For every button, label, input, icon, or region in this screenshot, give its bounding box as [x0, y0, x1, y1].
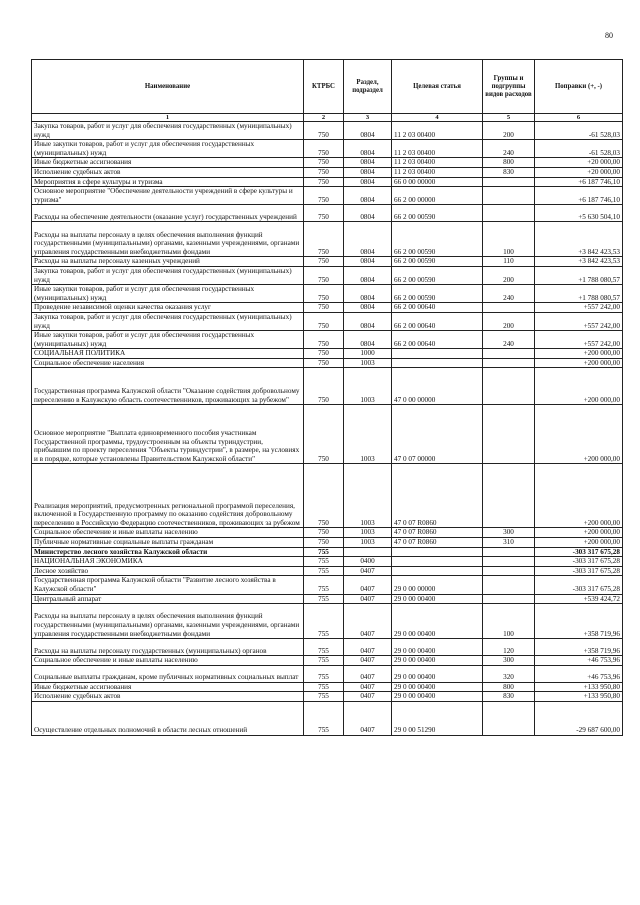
row-expense-group [483, 358, 535, 368]
row-target-article: 47 0 07 R0860 [392, 464, 483, 528]
row-section: 1003 [344, 405, 392, 464]
row-target-article: 66 2 00 00640 [392, 331, 483, 349]
row-name: Основное мероприятие "Обеспечение деятельности учреждений в сфере культуры и туризма" [32, 187, 304, 205]
header-section: Раздел, подраздел [344, 60, 392, 114]
row-ktrbs: 755 [304, 656, 344, 666]
row-expense-group [483, 368, 535, 405]
row-name: Иные закупки товаров, работ и услуг для обеспечения государственных (муниципальных) нужд [32, 331, 304, 349]
row-target-article: 29 0 00 00400 [392, 682, 483, 692]
table-row [32, 576, 623, 594]
row-amendment: -303 317 675,28 [535, 547, 623, 557]
row-name: Закупка товаров, работ и услуг для обеспечения государственных (муниципальных) нужд [32, 312, 304, 330]
row-expense-group [483, 594, 535, 604]
row-target-article: 29 0 00 51290 [392, 702, 483, 736]
row-target-article: 66 0 00 00000 [392, 177, 483, 187]
row-target-article: 29 0 00 00400 [392, 594, 483, 604]
row-ktrbs: 750 [304, 167, 344, 177]
row-target-article: 29 0 00 00400 [392, 639, 483, 656]
row-ktrbs: 750 [304, 464, 344, 528]
row-name: Исполнение судебных актов [32, 167, 304, 177]
row-name: Расходы на выплаты персоналу в целях обеспечения выполнения функций государственными (муниципальными) органами, казенными учреждениями, органами управления государственными внебюджетными фондами [32, 604, 304, 639]
row-section: 0407 [344, 702, 392, 736]
table-row [32, 604, 623, 639]
row-amendment: +133 950,80 [535, 682, 623, 692]
row-expense-group: 200 [483, 266, 535, 284]
row-amendment: +5 630 504,10 [535, 205, 623, 222]
row-name: Реализация мероприятий, предусмотренных региональной программой переселения, включенной в Государственную программу по оказанию содействия добровольному переселению в Российскую Федерацию соотечественников, проживающих за рубежом [32, 464, 304, 528]
row-name: Центральный аппарат [32, 594, 304, 604]
row-section: 1003 [344, 538, 392, 548]
row-target-article: 11 2 03 00400 [392, 122, 483, 140]
row-amendment: -61 528,03 [535, 122, 623, 140]
row-expense-group [483, 576, 535, 594]
column-number: 2 [304, 114, 344, 122]
row-target-article [392, 566, 483, 576]
table-row [32, 303, 623, 313]
table-row [32, 331, 623, 349]
row-amendment: +200 000,00 [535, 464, 623, 528]
row-expense-group: 800 [483, 682, 535, 692]
row-target-article: 29 0 00 00400 [392, 665, 483, 682]
column-number: 6 [535, 114, 623, 122]
table-row [32, 205, 623, 222]
row-amendment: +20 000,00 [535, 158, 623, 168]
row-target-article: 47 0 07 00000 [392, 405, 483, 464]
table-row [32, 639, 623, 656]
table-row [32, 187, 623, 205]
row-ktrbs: 750 [304, 331, 344, 349]
row-target-article: 29 0 00 00400 [392, 692, 483, 702]
row-section: 0804 [344, 222, 392, 257]
row-ktrbs: 755 [304, 594, 344, 604]
row-ktrbs: 750 [304, 140, 344, 158]
row-section: 0407 [344, 682, 392, 692]
table-row [32, 538, 623, 548]
row-expense-group [483, 702, 535, 736]
table-row [32, 557, 623, 567]
row-name: Мероприятия в сфере культуры и туризма [32, 177, 304, 187]
row-expense-group: 240 [483, 331, 535, 349]
row-ktrbs: 755 [304, 639, 344, 656]
row-target-article [392, 358, 483, 368]
row-section: 1003 [344, 368, 392, 405]
table-row [32, 692, 623, 702]
row-section: 1003 [344, 358, 392, 368]
row-name: Социальное обеспечение и иные выплаты населению [32, 656, 304, 666]
row-name: Основное мероприятие "Выплата единовременного пособия участникам Государственной программы, трудоустроенным на объекты туриндустрии, прибывшим по проекту переселения "Объекты туриндустрии", в размере, на условиях и в порядке, которые установлены Правительством Калужской области" [32, 405, 304, 464]
header-name: Наименование [32, 60, 304, 114]
row-amendment: +46 753,96 [535, 665, 623, 682]
row-expense-group: 800 [483, 158, 535, 168]
row-amendment: +200 000,00 [535, 368, 623, 405]
row-target-article: 47 0 07 R0860 [392, 528, 483, 538]
row-target-article [392, 547, 483, 557]
row-expense-group: 200 [483, 312, 535, 330]
row-target-article: 66 2 00 00590 [392, 266, 483, 284]
row-expense-group: 830 [483, 167, 535, 177]
row-ktrbs: 750 [304, 528, 344, 538]
row-section: 0407 [344, 639, 392, 656]
row-section: 0407 [344, 665, 392, 682]
row-section: 0804 [344, 122, 392, 140]
row-ktrbs: 750 [304, 177, 344, 187]
row-ktrbs: 755 [304, 566, 344, 576]
table-row [32, 312, 623, 330]
row-amendment: +358 719,96 [535, 639, 623, 656]
row-name: Министерство лесного хозяйства Калужской области [32, 547, 304, 557]
row-target-article: 66 2 00 00590 [392, 205, 483, 222]
row-amendment: -303 317 675,28 [535, 576, 623, 594]
row-ktrbs: 755 [304, 665, 344, 682]
row-ktrbs: 750 [304, 285, 344, 303]
row-amendment: +557 242,00 [535, 303, 623, 313]
row-amendment: +200 000,00 [535, 358, 623, 368]
row-section: 0407 [344, 566, 392, 576]
row-target-article [392, 557, 483, 567]
row-expense-group: 100 [483, 222, 535, 257]
row-ktrbs: 750 [304, 358, 344, 368]
table-row [32, 167, 623, 177]
header-groups: Группы и подгруппы видов расходов [483, 60, 535, 114]
column-number-row [32, 114, 623, 122]
row-name: Иные бюджетные ассигнования [32, 158, 304, 168]
row-section: 1000 [344, 349, 392, 359]
row-amendment: -61 528,03 [535, 140, 623, 158]
row-ktrbs: 750 [304, 368, 344, 405]
row-ktrbs: 750 [304, 349, 344, 359]
row-name: Государственная программа Калужской области "Развитие лесного хозяйства в Калужской области" [32, 576, 304, 594]
row-name: Социальное обеспечение и иные выплаты населению [32, 528, 304, 538]
table-row [32, 285, 623, 303]
row-amendment: +3 842 423,53 [535, 257, 623, 267]
row-expense-group [483, 566, 535, 576]
row-section: 0804 [344, 266, 392, 284]
row-section [344, 547, 392, 557]
row-name: Расходы на выплаты персоналу казенных учреждений [32, 257, 304, 267]
row-expense-group: 310 [483, 538, 535, 548]
row-ktrbs: 750 [304, 405, 344, 464]
row-name: Закупка товаров, работ и услуг для обеспечения государственных (муниципальных) нужд [32, 266, 304, 284]
row-target-article: 11 2 03 00400 [392, 167, 483, 177]
row-amendment: +133 950,80 [535, 692, 623, 702]
row-section: 0407 [344, 604, 392, 639]
table-row [32, 177, 623, 187]
row-target-article: 66 2 00 00640 [392, 303, 483, 313]
table-row [32, 665, 623, 682]
row-expense-group: 300 [483, 656, 535, 666]
row-section: 0804 [344, 257, 392, 267]
row-section: 0407 [344, 692, 392, 702]
row-expense-group [483, 303, 535, 313]
row-ktrbs: 750 [304, 222, 344, 257]
row-name: Лесное хозяйство [32, 566, 304, 576]
row-name: Государственная программа Калужской области "Оказание содействия добровольному переселению в Калужскую область соотечественников, проживающих за рубежом" [32, 368, 304, 405]
row-ktrbs: 750 [304, 538, 344, 548]
row-ktrbs: 750 [304, 187, 344, 205]
row-section: 0407 [344, 656, 392, 666]
row-amendment: +200 000,00 [535, 528, 623, 538]
row-amendment: +200 000,00 [535, 349, 623, 359]
row-expense-group [483, 464, 535, 528]
row-expense-group: 240 [483, 285, 535, 303]
table-row [32, 158, 623, 168]
row-expense-group [483, 187, 535, 205]
row-amendment: +539 424,72 [535, 594, 623, 604]
row-expense-group [483, 349, 535, 359]
row-ktrbs: 750 [304, 266, 344, 284]
row-section: 0804 [344, 177, 392, 187]
row-expense-group: 300 [483, 528, 535, 538]
table-row [32, 122, 623, 140]
row-amendment: -303 317 675,28 [535, 566, 623, 576]
row-expense-group [483, 205, 535, 222]
row-amendment: +20 000,00 [535, 167, 623, 177]
row-amendment: +3 842 423,53 [535, 222, 623, 257]
table-row [32, 547, 623, 557]
row-target-article: 66 2 00 00000 [392, 187, 483, 205]
row-amendment: +358 719,96 [535, 604, 623, 639]
row-amendment: +200 000,00 [535, 538, 623, 548]
row-name: СОЦИАЛЬНАЯ ПОЛИТИКА [32, 349, 304, 359]
row-ktrbs: 755 [304, 682, 344, 692]
row-expense-group: 830 [483, 692, 535, 702]
row-ktrbs: 750 [304, 205, 344, 222]
table-row [32, 682, 623, 692]
row-expense-group: 120 [483, 639, 535, 656]
row-amendment: +1 788 080,57 [535, 285, 623, 303]
table-row [32, 349, 623, 359]
row-section: 0407 [344, 594, 392, 604]
row-amendment: +557 242,00 [535, 312, 623, 330]
row-ktrbs: 750 [304, 312, 344, 330]
row-section: 0407 [344, 576, 392, 594]
table-row [32, 358, 623, 368]
row-target-article: 29 0 00 00000 [392, 576, 483, 594]
row-target-article: 66 2 00 00590 [392, 222, 483, 257]
row-ktrbs: 755 [304, 557, 344, 567]
row-amendment: +557 242,00 [535, 331, 623, 349]
header-amendments: Поправки (+, -) [535, 60, 623, 114]
row-name: Расходы на выплаты персоналу в целях обеспечения выполнения функций государственными (муниципальными) органами, казенными учреждениями, органами управления государственными внебюджетными фондами [32, 222, 304, 257]
column-number: 1 [32, 114, 304, 122]
row-amendment: +6 187 746,10 [535, 187, 623, 205]
column-number: 5 [483, 114, 535, 122]
table-row [32, 140, 623, 158]
row-name: НАЦИОНАЛЬНАЯ ЭКОНОМИКА [32, 557, 304, 567]
row-target-article: 66 2 00 00590 [392, 285, 483, 303]
row-section: 0804 [344, 167, 392, 177]
table-row [32, 656, 623, 666]
table-row [32, 222, 623, 257]
row-amendment: +6 187 746,10 [535, 177, 623, 187]
row-expense-group: 200 [483, 122, 535, 140]
row-name: Социальное обеспечение населения [32, 358, 304, 368]
page-number: 80 [605, 31, 613, 40]
row-expense-group: 240 [483, 140, 535, 158]
row-amendment: -29 687 600,00 [535, 702, 623, 736]
row-section: 0804 [344, 158, 392, 168]
row-name: Иные закупки товаров, работ и услуг для обеспечения государственных (муниципальных) нужд [32, 140, 304, 158]
row-expense-group [483, 177, 535, 187]
table-row [32, 405, 623, 464]
row-amendment: +46 753,96 [535, 656, 623, 666]
column-number: 3 [344, 114, 392, 122]
row-name: Расходы на обеспечение деятельности (оказание услуг) государственных учреждений [32, 205, 304, 222]
row-target-article: 47 0 07 R0860 [392, 538, 483, 548]
row-ktrbs: 755 [304, 547, 344, 557]
row-expense-group: 100 [483, 604, 535, 639]
row-section: 0804 [344, 285, 392, 303]
row-expense-group: 320 [483, 665, 535, 682]
row-target-article: 66 2 00 00590 [392, 257, 483, 267]
row-expense-group [483, 405, 535, 464]
row-name: Исполнение судебных актов [32, 692, 304, 702]
row-expense-group: 110 [483, 257, 535, 267]
row-section: 0804 [344, 205, 392, 222]
row-ktrbs: 750 [304, 303, 344, 313]
row-expense-group [483, 547, 535, 557]
row-target-article: 11 2 03 00400 [392, 158, 483, 168]
row-name: Публичные нормативные социальные выплаты гражданам [32, 538, 304, 548]
table-row [32, 464, 623, 528]
row-ktrbs: 755 [304, 692, 344, 702]
budget-table [31, 59, 623, 736]
row-target-article [392, 349, 483, 359]
row-section: 1003 [344, 528, 392, 538]
row-ktrbs: 755 [304, 576, 344, 594]
column-number: 4 [392, 114, 483, 122]
row-section: 0400 [344, 557, 392, 567]
row-section: 1003 [344, 464, 392, 528]
row-section: 0804 [344, 187, 392, 205]
row-name: Социальные выплаты гражданам, кроме публичных нормативных социальных выплат [32, 665, 304, 682]
row-target-article: 29 0 00 00400 [392, 604, 483, 639]
table-row [32, 566, 623, 576]
row-name: Иные бюджетные ассигнования [32, 682, 304, 692]
row-ktrbs: 755 [304, 702, 344, 736]
table-row [32, 368, 623, 405]
row-target-article: 29 0 00 00400 [392, 656, 483, 666]
table-row [32, 528, 623, 538]
row-section: 0804 [344, 312, 392, 330]
row-section: 0804 [344, 303, 392, 313]
row-name: Расходы на выплаты персоналу государственных (муниципальных) органов [32, 639, 304, 656]
row-name: Осуществление отдельных полномочий в области лесных отношений [32, 702, 304, 736]
table-row [32, 257, 623, 267]
row-amendment: -303 317 675,28 [535, 557, 623, 567]
row-ktrbs: 750 [304, 257, 344, 267]
header-ktrbs: КТРБС [304, 60, 344, 114]
table-row [32, 266, 623, 284]
row-section: 0804 [344, 140, 392, 158]
row-section: 0804 [344, 331, 392, 349]
row-name: Проведение независимой оценки качества оказания услуг [32, 303, 304, 313]
header-row [32, 60, 623, 114]
row-name: Закупка товаров, работ и услуг для обеспечения государственных (муниципальных) нужд [32, 122, 304, 140]
row-name: Иные закупки товаров, работ и услуг для обеспечения государственных (муниципальных) нужд [32, 285, 304, 303]
table-row [32, 702, 623, 736]
row-amendment: +1 788 080,57 [535, 266, 623, 284]
row-target-article: 47 0 00 00000 [392, 368, 483, 405]
header-target: Целевая статья [392, 60, 483, 114]
row-ktrbs: 750 [304, 122, 344, 140]
row-expense-group [483, 557, 535, 567]
row-target-article: 66 2 00 00640 [392, 312, 483, 330]
row-ktrbs: 750 [304, 158, 344, 168]
row-ktrbs: 755 [304, 604, 344, 639]
table-row [32, 594, 623, 604]
row-target-article: 11 2 03 00400 [392, 140, 483, 158]
row-amendment: +200 000,00 [535, 405, 623, 464]
